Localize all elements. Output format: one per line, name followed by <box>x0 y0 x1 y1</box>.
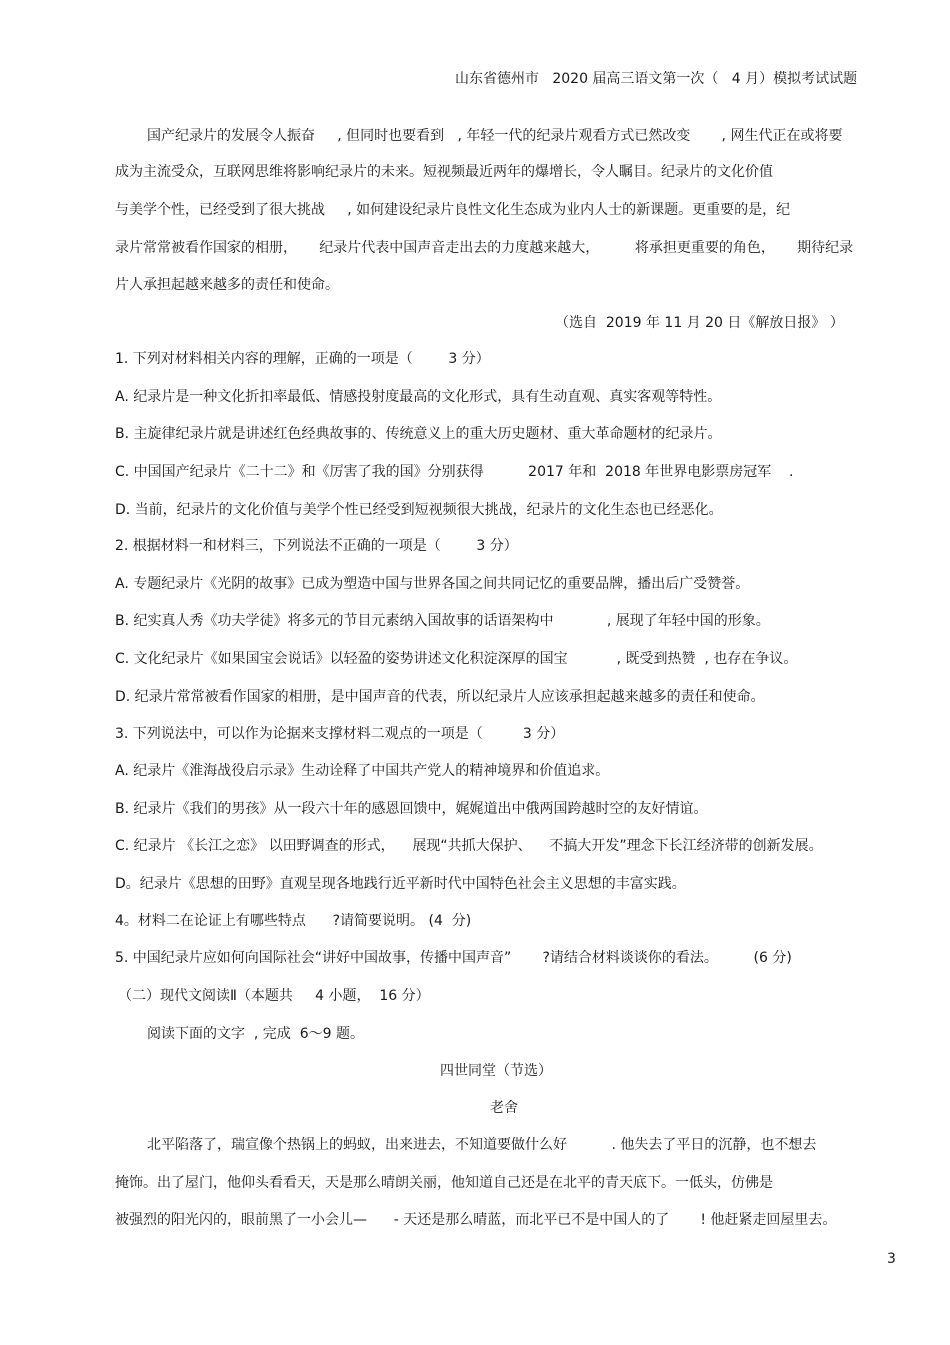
passage-line-1: 北平陷落了，瑞宣像个热锅上的蚂蚁，出来进去，不知道要做什么好 . 他失去了平日的沉静，也不想去 <box>147 1137 817 1153</box>
question-1-option-b: B. 主旋律纪录片就是讲述红色经典故事的、传统意义上的重大历史题材、重大革命题材的纪录片。 <box>115 426 722 442</box>
question-2: 2. 根据材料一和材料三，下列说法不正确的一项是（ 3 分） <box>115 538 518 554</box>
question-3-option-b: B. 纪录片《我们的男孩》从一段六十年的感恩回馈中，娓娓道出中俄两国跨越时空的友好情谊。 <box>115 801 708 817</box>
question-2-option-d: D. 纪录片常常被看作国家的相册，是中国声音的代表，所以纪录片人应该承担起越来越多的责任和使命。 <box>115 689 765 705</box>
paragraph-line-1: 国产纪录片的发展令人振奋 , 但同时也要看到 , 年轻一代的纪录片观看方式已然改变 , 网生代正在或将要 <box>147 128 843 144</box>
question-3-option-d: D。纪录片《思想的田野》直观呈现各地践行近平新时代中国特色社会主义思想的丰富实践。 <box>115 876 686 892</box>
question-1: 1. 下列对材料相关内容的理解，正确的一项是（ 3 分） <box>115 351 490 367</box>
question-1-option-c: C. 中国国产纪录片《二十二》和《厉害了我的国》分别获得 2017 年和 2018 年世界电影票房冠军 . <box>115 464 794 480</box>
passage-author: 老舍 <box>490 1100 518 1116</box>
question-1-option-a: A. 纪录片是一种文化折扣率最低、情感投射度最高的文化形式，具有生动直观、真实客观等特性。 <box>115 389 722 405</box>
paragraph-line-3: 与美学个性，已经受到了很大挑战 , 如何建设纪录片良性文化生态成为业内人士的新课题。更重要的是，纪 <box>115 202 791 218</box>
paragraph-line-4: 录片常常被看作国家的相册， 纪录片代表中国声音走出去的力度越来越大， 将承担更重要的角色， 期待纪录 <box>115 240 854 256</box>
question-5: 5. 中国纪录片应如何向国际社会“讲好中国故事，传播中国声音” ?请结合材料谈谈你的看法。 (6 分) <box>115 950 792 966</box>
question-2-option-c: C. 文化纪录片《如果国宝会说话》以轻盈的姿势讲述文化积淀深厚的国宝 , 既受到热赞 , 也存在争议。 <box>115 651 798 667</box>
section-heading: （二）现代文阅读Ⅱ（本题共 4 小题， 16 分） <box>118 988 430 1004</box>
passage-line-3: 被强烈的阳光闪的，眼前黑了一小会儿— - 天还是那么晴蓝，而北平已不是中国人的了 ! 他赶紧走回屋里去。 <box>115 1212 837 1228</box>
page-header: 山东省德州市 2020 届高三语文第一次（ 4 月）模拟考试试题 <box>455 71 858 87</box>
page-number: 3 <box>887 1251 896 1267</box>
reading-instruction: 阅读下面的文字 , 完成 6～9 题。 <box>147 1026 364 1042</box>
paragraph-line-2: 成为主流受众，互联网思维将影响纪录片的未来。短视频最近两年的爆增长，令人瞩目。纪录片的文化价值 <box>115 164 773 180</box>
passage-title: 四世同堂（节选） <box>440 1063 552 1079</box>
source-citation: （选自 2019 年 11 月 20 日《解放日报》 ） <box>555 315 844 331</box>
question-1-option-d: D. 当前，纪录片的文化价值与美学个性已经受到短视频很大挑战，纪录片的文化生态也已经恶化。 <box>115 502 723 518</box>
passage-line-2: 掩饰。出了屋门，他仰头看看天，天是那么晴朗关丽，他知道自己还是在北平的青天底下。一低头，仿佛是 <box>115 1175 773 1191</box>
question-3: 3. 下列说法中，可以作为论据来支撑材料二观点的一项是（ 3 分） <box>115 726 565 742</box>
question-2-option-a: A. 专题纪录片《光阴的故事》已成为塑造中国与世界各国之间共同记忆的重要品牌，播出后广受赞誉。 <box>115 576 750 592</box>
question-4: 4。材料二在论证上有哪些特点 ?请简要说明。 (4 分) <box>115 913 472 929</box>
question-3-option-c: C. 纪录片 《长江之恋》 以田野调查的形式， 展现“共抓大保护、 不搞大开发”理念下长江经济带的创新发展。 <box>115 838 823 854</box>
question-2-option-b: B. 纪实真人秀《功夫学徒》将多元的节目元素纳入国故事的话语架构中 , 展现了年轻中国的形象。 <box>115 613 770 629</box>
question-3-option-a: A. 纪录片《淮海战役启示录》生动诠释了中国共产党人的精神境界和价值追求。 <box>115 763 610 779</box>
paragraph-line-5: 片人承担起越来越多的责任和使命。 <box>115 277 339 293</box>
